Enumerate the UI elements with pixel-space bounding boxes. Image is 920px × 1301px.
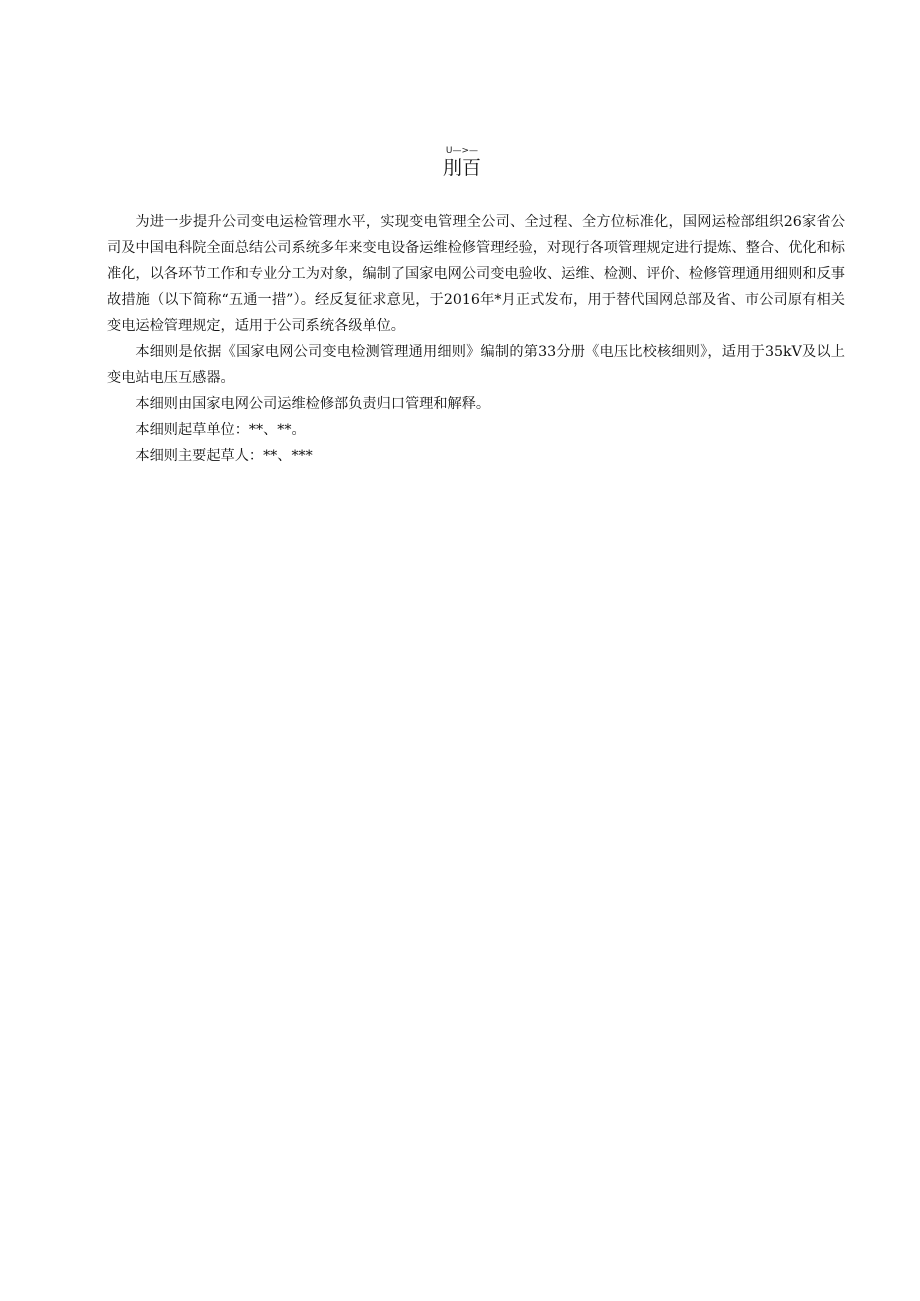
paragraph-basis: 本细则是依据《国家电网公司变电检测管理通用细则》编制的第33分册《电压比校核细则》，适用于35kV及以上变电站电压互感器。	[107, 344, 845, 386]
paragraph-intro: 为进一步提升公司变电运检管理水平，实现变电管理全公司、全过程、全方位标准化，国网运检部组织26家省公司及中国电科院全面总结公司系统多年来变电设备运维检修管理经验，对现行各项管理规定进行提炼、整合、优化和标准化，以各环节工作和专业分工为对象，编制了国家电网公司变电验收、运维、检测、评价、检修管理通用细则和反事故措施（以下简称“五通一措”）。经反复征求意见，于2016年*月正式发布，用于替代国网总部及省、市公司原有相关变电运检管理规定，适用于公司系统各级单位。	[107, 214, 845, 334]
paragraph-drafting-unit: 本细则起草单位：**、**。	[135, 422, 306, 438]
preface-body	[107, 209, 845, 469]
page-title: 刖百	[442, 157, 481, 179]
preface-heading	[0, 146, 920, 180]
paragraph-drafters: 本细则主要起草人：**、***	[135, 448, 313, 464]
heading-garbled-mark: U—>—	[445, 146, 479, 156]
paragraph-management: 本细则由国家电网公司运维检修部负责归口管理和解释。	[135, 396, 491, 412]
